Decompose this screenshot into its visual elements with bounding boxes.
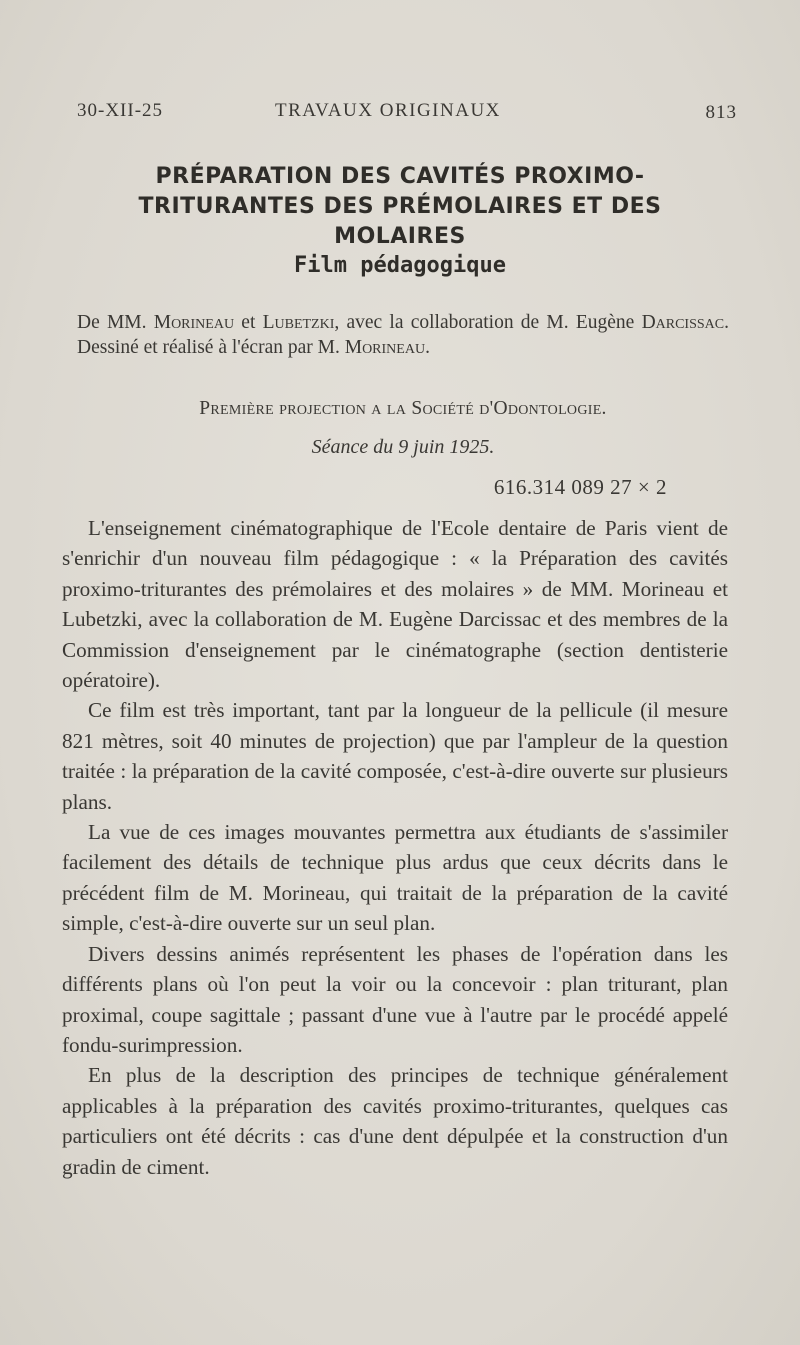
article-title: PRÉPARATION DES CAVITÉS PROXIMO- TRITURANTES DES PRÉMOLAIRES ET DES MOLAIRES xyxy=(138,164,662,249)
header-section-title: TRAVAUX ORIGINAUX xyxy=(275,100,501,121)
classification-code: 616.314 089 27 × 2 xyxy=(493,475,667,499)
paragraph: En plus de la description des principes de technique généralement applicables à la préparation des cavités proximo-triturantes, quelques cas particuliers ont été décrits : cas d'une dent dépulpée et la construction d'un gradin de ciment. xyxy=(62,1063,728,1179)
article-subtitle: Film pédagogique xyxy=(294,253,506,278)
authors-line: De MM. Morineau et Lubetzki, avec la collaboration de M. Eugène Darcissac. Dessiné et réalisé à l'écran par M. Morineau. xyxy=(77,312,729,358)
paragraph: Ce film est très important, tant par la longueur de la pellicule (il mesure 821 mètres, soit 40 minutes de projection) que par l'ampleur de la question traitée : la préparation de la cavité composée, c'est-à-dire ouverte sur plusieurs plans. xyxy=(62,698,728,814)
header-date: 30-XII-25 xyxy=(77,100,164,121)
running-head xyxy=(77,100,737,130)
paragraph: L'enseignement cinématographique de l'Ecole dentaire de Paris vient de s'enrichir d'un nouveau film pédagogique : « la Préparation des cavités proximo-triturantes des prémolaires et des molaires » de MM. Morineau et Lubetzki, avec la collaboration de M. Eugène Darcissac et des membres de la Commission d'enseignement par le cinématographe (section dentisterie opératoire). xyxy=(62,516,728,693)
session-date: Séance du 9 juin 1925. xyxy=(311,436,495,458)
first-projection-note: Première projection a la Société d'Odontologie. xyxy=(199,398,607,419)
author-name: Morineau xyxy=(153,312,235,333)
author-name: Morineau xyxy=(344,337,426,358)
page-number: 813 xyxy=(705,102,737,123)
paragraph: Divers dessins animés représentent les phases de l'opération dans les différents plans où l'on peut la voir ou la concevoir : plan triturant, plan proximal, coupe sagittale ; passant d'une vue à l'autre par le procédé appelé fondu-surimpression. xyxy=(62,941,728,1057)
article-body xyxy=(62,513,728,1182)
paragraph: La vue de ces images mouvantes permettra aux étudiants de s'assimiler facilement des détails de technique plus ardus que ceux décrits dans le précédent film de M. Morineau, qui traitait de la préparation de la cavité simple, c'est-à-dire ouverte sur un seul plan. xyxy=(62,820,728,936)
author-name: Lubetzki xyxy=(262,312,335,333)
author-name: Darcissac xyxy=(641,312,725,333)
